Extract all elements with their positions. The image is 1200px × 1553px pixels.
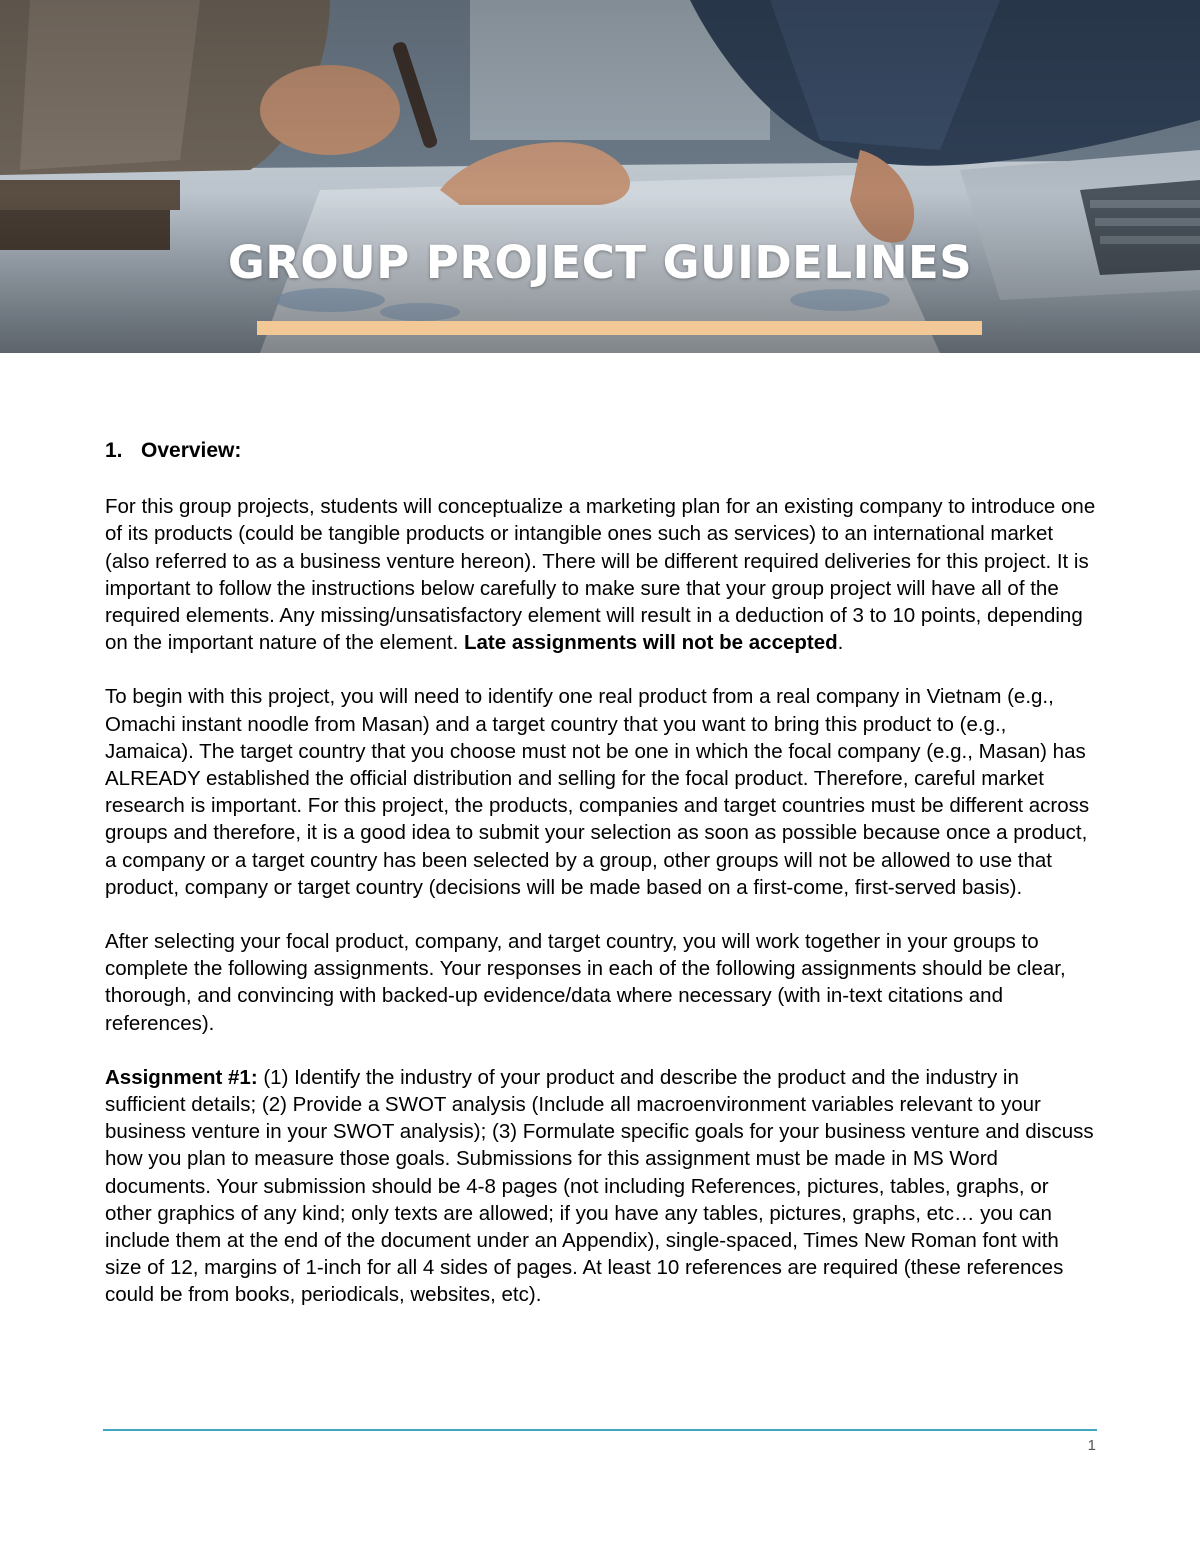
section-heading [105, 437, 1100, 464]
late-policy-notice: Late assignments will not be accepted [463, 631, 838, 655]
paragraph-overview [105, 493, 1100, 656]
footer-divider [103, 1429, 1097, 1431]
title-underline [257, 321, 982, 335]
banner-photo [0, 0, 1200, 353]
section-number: 1. [105, 439, 123, 462]
assignment-1-text: (1) Identify the industry of your product and describe the product and the industry in sufficient details; (2) Provide a SWOT analysis (Include all macroenvironment variables relevant to your business venture in your SWOT analysis); (3) Formulate specific goals for your business venture and discuss how you plan to measure those goals. Submissions for this assignment must be made in MS Word documents. Your submission should be 4-8 pages (not including References, pictures, tables, graphs, or other graphics of any kind; only texts are allowed; if you have any tables, pictures, graphs, etc… you can include them at the end of the document under an Appendix), single-spaced, Times New Roman font with size of 12, margins of 1-inch for all 4 sides of pages. At least 10 references are required (these references could be from books, periodicals, websites, etc). [105, 1065, 1094, 1307]
paragraph-assignment-1 [105, 1064, 1100, 1309]
section-title: Overview: [141, 439, 242, 462]
assignment-1-label: Assignment #1: [105, 1065, 258, 1089]
paragraph-assignments-intro: After selecting your focal product, company, and target country, you will work together in your groups to complete the following assignments. Your responses in each of the following assignments should be clear, thorough, and convincing with backed-up evidence/data where necessary (with in-text citations and references). [105, 930, 1066, 1035]
header-banner [0, 0, 1200, 353]
paragraph-overview-text: For this group projects, students will conceptualize a marketing plan for an existing company to introduce one of its products (could be tangible products or intangible ones such as services) to an international market (also referred to as a business venture hereon). There will be different required deliveries for this project. It is important to follow the instructions below carefully to make sure that your group project will have all of the required elements. Any missing/unsatisfactory element will result in a deduction of 3 to 10 points, depending on the important nature of the element. [105, 495, 1096, 655]
paragraph-selection: To begin with this project, you will need to identify one real product from a real company in Vietnam (e.g., Omachi instant noodle from Masan) and a target country that you want to bring this product to (e.g., Jamaica). The target country that you choose must not be one in which the focal company (e.g., Masan) has ALREADY established the official distribution and selling for the focal product. Therefore, careful market research is important. For this project, the products, companies and target countries must be different across groups and therefore, it is a good idea to submit your selection as soon as possible because once a product, a company or a target country has been selected by a group, other groups will not be allowed to use that product, company or target country (decisions will be made based on a first-come, first-served basis). [105, 685, 1090, 899]
paragraph-overview-end: . [837, 631, 844, 655]
page-title: GROUP PROJECT GUIDELINES [227, 236, 973, 289]
page-number: 1 [1087, 1437, 1096, 1454]
document-body [105, 437, 1100, 1336]
